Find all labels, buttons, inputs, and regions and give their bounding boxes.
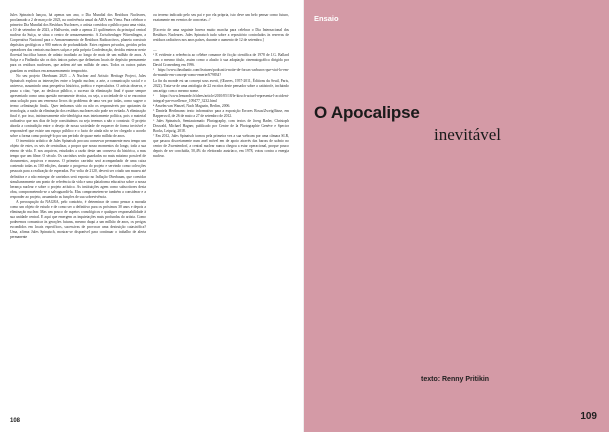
footnote: La fin du monde est un concept sous averti, (Œuvres, 1957-2011, Éditions du Seuil, Paris, 2022). Trata-se de uma antologia de 22 escritos deste pensador sobre a catástrofe, incluindo um artigo com o mesmo nome.	[153, 78, 289, 93]
editor-note: [Excerto de uma seguinte havera muito marcha para celebrar o Dia Internacional dos Resíduos Nucleares. Jules Spinatsch tudo sobre a repositório controlados às reservas de resíduos radiativos nos anos países, durante o aumento de 12 de setembro.]	[153, 28, 289, 43]
footnote: ¹ E evidente a referência ao célebre romance de ficção científica de 1978 de J.G. Ballard com o mesmo título, assim como a alusão à sua adaptação cinematográfica dirigida por David Cronenberg em 1996.	[153, 53, 289, 68]
paragraph: O inventário artístico de Jules Spinatsch procura conservar permanente meu tempo um objeto de estes, os seis de centralizar, a propor que nosso momentos do longo, toda a sua eterno de vida. E nos arquivos, estudados a razão deste um conserva da histórica, a mas tempo que um filme. O século. Os carrinhos serão guardados no mais máximo possível de documentos, arquivos e museus. O primeiro carrinho será acompanhado de uma caixa contendo todas as 100 edições, durante o progresso do projeto e servindo como colecções pessoais para a realização de esperadas. Por volta de 2120, deverá ser criado um museu até definitiva e a não entregar de carrinhos será exposto no Inflação Oberbaum, que convidar simultaneamente um ponto de referência da vida e uma plataforma educativa sobre a nossa herança nuclear e sobre o projeto artístico. As instituições agem como subscritores desta obra, comprometendo-se a salvaguardá-la. Elas comprometem-se também a considerar e a responder ao projeto, assumindo as funções de sua sobrevivência.	[10, 139, 146, 199]
footnote: ⁵ Daniela Hertlmann: texto informativo para a exposição Errores Rosas/Zweigflüsse, em Rapperswil, de 26 de maio a 27 de setembro de 2012.	[153, 108, 289, 118]
body-column-2	[153, 13, 289, 159]
footnote: ³ https://www.lemonde.fr/idees/article/2010/05/18/le-kirsch-actuel-representa-l-accident-integral-par-excellence_109477_3232.html	[153, 93, 289, 103]
footnote: ⁷ Em 2012, Jules Spinatsch tornou pela primeira vez a sua webcam por uma câmara SLR, que passou discretamente num anel móvel em de apoio através das barras de urânio no centro de Zwentendorf, a central nuclear nunca chegou a estar operacional, porque pouco depois de ser concluída, 50,4% do eleitorado austríaco, em 1978, votou contra a energia nuclear.	[153, 134, 289, 159]
notes-divider: —	[153, 48, 157, 53]
page-number-left: 108	[10, 418, 21, 424]
paragraph: Jules Spinatsch lançou, há apenas um ano, o Dia Mundial dos Resíduos Nucleares, proclamado a 2 de março de 2023, na conferência anual da AIEA em Viena. Para celebrar o primeiro Dia Mundial dos Resíduos Nucleares, o artista convidou o público para uma visita, a 10 de setembro de 2023, a Hallwerin, onde a apenas 21 quilómetros da principal central nuclear da Suíça, se situa o centro de armazenamento. A Zwischenlager Würenlingen, a Cooperativa Nacional para o Armazenamento de Resíduos Radioactivos, planeia construir depósitos geológicos a 900 metros de profundidade. Estes regimes privados, geridos pelos operadores das centrais nucleares suíças e pela própria Confederação, decidiu enterrar neste florestal bucólica barras de urânio irradiado ao longo de mais de um milhão de anos. A Suíça e a Finlândia são os dois únicos países que delineiam locais de depósito permanente para os resíduos nucleares, que ardem até um milhão de anos. Todos os outros países guardam os resíduos em armazenamento temporário.	[10, 13, 146, 73]
section-label: Ensaio	[314, 14, 339, 23]
article-title-line-2: inevitável	[434, 125, 502, 144]
paragraph: ou terreno indicado pelo seu pai e por ela própria, isto deve um belo pensar como futuro, exatamente em eventos de concretas. //	[153, 13, 289, 23]
page-number-right: 109	[580, 411, 597, 422]
byline: texto: Renny Pritikin	[421, 376, 490, 383]
left-page	[0, 0, 304, 432]
paragraph: No seu projeto Oberbaum 2025 – A Nuclear and Artistic Heritage Project, Jules Spinatsch explora as interseções entre o legado nuclear, a arte, a comunicação social e o universo, assumindo uma perspetiva histórica, poética e especulativa. O artista observa, e passo a citar, “que, ao deslocar público, o sucesso da eliminação final é quase sempre apresentado como uma questão meramente técnica, ou seja, a sociedade de si se encontrar uma solução para um venenoso livros do problema de uma vez por todas, como sugere o termo «eliminação final». Quer tenhamos sido ou não os responsáveis por apoiantes da tecnologia, a razão da eliminação dos resíduos nucleares não pode ser evitada. A eliminação final é, por isso, intrinsecamente não-ideológica mas inteiramente política, pois o material radioativo que nos dias de hoje constituímos ou seja teremos a não o construir. O projeto aborda a contradição entre o desejo de nossa sociedade de esquecer de forma invisível e responsável que existe um espaço público e o facto de ainda não se ter chegado a acordo sobre a forma como protegê-lo por um período de quase meio milhão de anos.	[10, 73, 146, 139]
paragraph: A preocupação da NAGRA, pelo contrário, é determinar de como pensar a morada como um objeto de estudo e de como ser a definitivo para os próximos 30 anos e depois a eliminação nuclear. Mas um pouco de aspetos cronológicos e qualquer responsabilidade à sua unidade central. E aqui que emergem as inquietações mais profundas do artista. Como poderemos comunicar às gerações futuras, mesmo daqui a um milhão de anos, os perigos escondidos em locais específicos, sucessivas de provocar uma destruição catastrófica? Uma, afirma Jules Spinatsch, mostrar-se disponível para continuar o trabalho de alerta permanente	[10, 199, 146, 240]
article-title-line-1: O Apocalipse	[314, 103, 420, 122]
footnote: ⁴ Anselm van Wanzel, Nach Magazin, Berlim, 2006.	[153, 103, 231, 108]
footnote: ² https://www.theatlantic.com/features/podcast/a-noite-de-forcas-carburos-que-virá-lo-em-do-mundo-em-concept-como-emerie/679834?	[153, 68, 289, 78]
right-page	[304, 0, 609, 432]
body-column-1	[10, 13, 146, 240]
footnote: ⁶ Jules Spinatsch, Semiautomatic Photography, com textos de Joerg Bader, Christoph Doswald, Michael Hagner, publicado por Centre de la Photographie Genève e Spector Books, Leipzig, 2018.	[153, 118, 289, 133]
